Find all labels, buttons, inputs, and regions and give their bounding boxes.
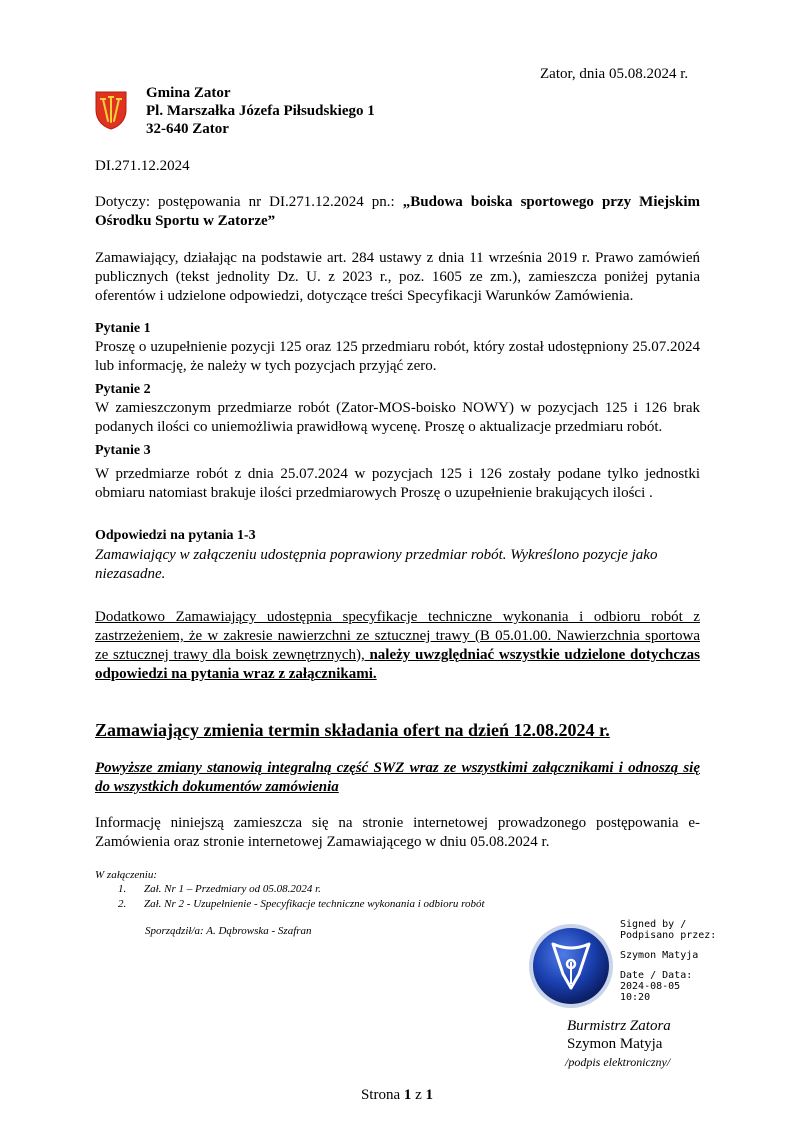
question-3-text: W przedmiarze robót z dnia 25.07.2024 w pozycjach 125 i 126 zostały podane tylko jednostki obmiaru natomiast brakuje ilości przedmiarowych Proszę o uzupełnienie brakujących ilości . bbox=[95, 466, 700, 501]
signatory-title: Burmistrz Zatora bbox=[567, 1018, 671, 1034]
subject-prefix: Dotyczy: postępowania nr DI.271.12.2024 pn.: bbox=[95, 194, 403, 210]
signatory-name: Szymon Matyja bbox=[567, 1036, 663, 1052]
question-2-title: Pytanie 2 bbox=[95, 382, 151, 397]
place-date: Zator, dnia 05.08.2024 r. bbox=[540, 66, 689, 82]
info-paragraph: Informację niniejszą zamieszcza się na stronie internetowej prowadzonego postępowania e-Zamówienia oraz stronie internetowej Zamawiającego w dniu 05.08.2024 r. bbox=[95, 815, 700, 850]
signature-time: 10:20 bbox=[620, 992, 651, 1003]
additional-bold: należy uwzględniać wszystkie udzielone dotychczas odpowiedzi na pytania wraz z załącznikami. bbox=[95, 647, 700, 682]
org-postal: 32-640 Zator bbox=[146, 121, 229, 137]
page-number: Strona 1 z 1 bbox=[360, 1087, 434, 1103]
coat-of-arms-icon bbox=[94, 90, 128, 130]
subject-title: „Budowa boiska sportowego przy Miejskim Ośrodku Sportu w Zatorze” bbox=[95, 194, 700, 229]
deadline-heading: Zamawiający zmienia termin składania ofert na dzień 12.08.2024 r. bbox=[95, 720, 610, 740]
attachments-list bbox=[118, 882, 485, 912]
additional-text: Dodatkowo Zamawiający udostępnia specyfikacje techniczne wykonania i odbioru robót z zastrzeżeniem, że w zakresie nawierzchni ze sztucznej trawy (B 05.01.00. Nawierzchnia sportowa ze sztucznej trawy dla boisk zewnętrznych), bbox=[95, 609, 700, 663]
org-name: Gmina Zator bbox=[146, 85, 231, 101]
question-1-title: Pytanie 1 bbox=[95, 321, 151, 336]
answer-title: Odpowiedzi na pytania 1-3 bbox=[95, 528, 256, 543]
organization-address bbox=[146, 84, 375, 138]
subject-paragraph bbox=[95, 193, 700, 231]
intro-paragraph: Zamawiający, działając na podstawie art. 284 ustawy z dnia 11 września 2019 r. Prawo zamówień publicznych (tekst jednolity Dz. U. z 2023 r., poz. 1605 ze zm.), zamieszcza poniżej pytania oferentów i udzielone odpowiedzi, dotyczące treści Specyfikacji Warunków Zamówienia. bbox=[95, 250, 700, 304]
signature-seal-icon bbox=[527, 922, 615, 1010]
question-1-text: Proszę o uzupełnienie pozycji 125 oraz 125 przedmiaru robót, który został udostępniony 25.07.2024 lub informację, że należy w tych pozycjach przyjąć zero. bbox=[95, 339, 700, 374]
attachment-item: 2. Zał. Nr 2 - Uzupełnienie - Specyfikacje techniczne wykonania i odbioru robót bbox=[118, 898, 485, 910]
additional-paragraph bbox=[95, 608, 700, 684]
signature-name: Szymon Matyja bbox=[620, 950, 699, 961]
signatory-note: /podpis elektroniczny/ bbox=[565, 1055, 671, 1069]
answer-text: Zamawiający w załączeniu udostępnia poprawiony przedmiar robót. Wykreślono pozycje jako niezasadne. bbox=[95, 547, 658, 582]
changes-paragraph: Powyższe zmiany stanowią integralną część SWZ wraz ze wszystkimi załącznikami i odnoszą się do wszystkich dokumentów zamówienia bbox=[95, 760, 700, 795]
org-street: Pl. Marszałka Józefa Piłsudskiego 1 bbox=[146, 103, 375, 119]
attachment-item: 1. Zał. Nr 1 – Przedmiary od 05.08.2024 r. bbox=[118, 883, 321, 895]
prepared-by: Sporządził/a: A. Dąbrowska - Szafran bbox=[145, 925, 312, 937]
question-2-text: W zamieszczonym przedmiarze robót (Zator-MOS-boisko NOWY) w pozycjach 125 i 126 brak podanych ilości co uniemożliwia prawidłową wycenę. Proszę o aktualizacje przedmiaru robót. bbox=[95, 400, 700, 435]
signature-date: 2024-08-05 bbox=[620, 981, 681, 992]
question-3-title: Pytanie 3 bbox=[95, 443, 151, 458]
attachments-title: W załączeniu: bbox=[95, 869, 158, 881]
digital-signature-info: Signed by / Podpisano przez: Szymon Matyja Date / Data: 2024-08-05 10:20 bbox=[620, 919, 717, 1003]
reference-number: DI.271.12.2024 bbox=[95, 158, 190, 174]
